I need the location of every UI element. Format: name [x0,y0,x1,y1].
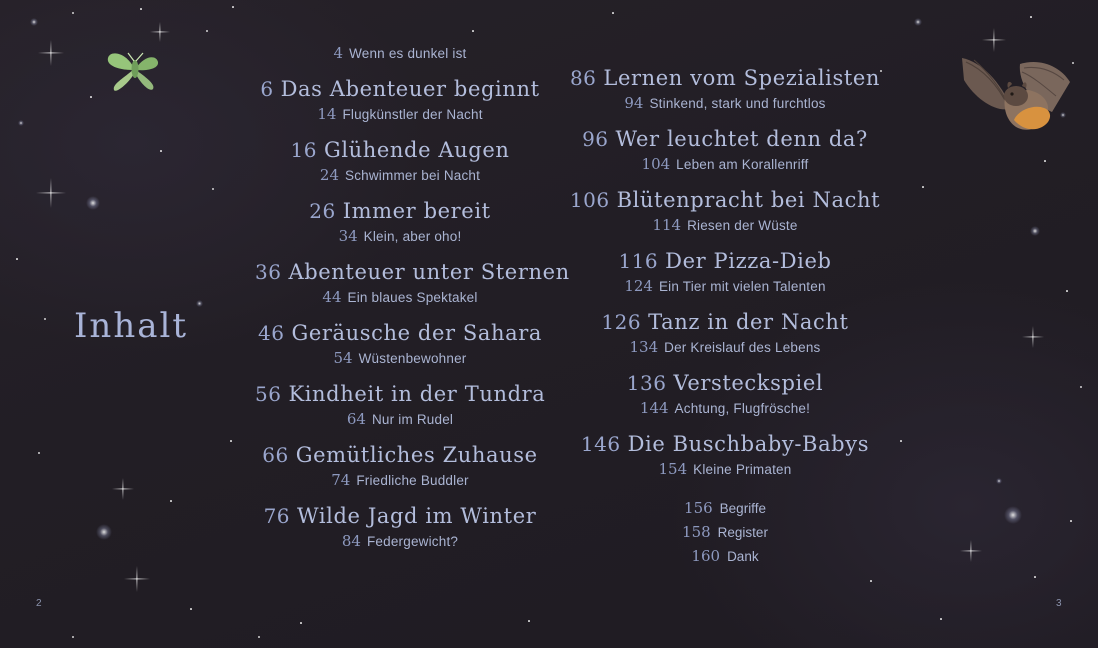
toc-entry-label: Dank [727,549,759,564]
toc-entry-label: Kindheit in der Tundra [288,382,546,406]
toc-entry-page-number: 54 [333,349,353,367]
toc-entry-label: Stinkend, stark und furchtlos [649,96,826,111]
toc-entry-label: Die Buschbaby-Babys [627,432,870,456]
toc-entry-label: Wenn es dunkel ist [349,46,467,61]
toc-entry-label: Register [717,525,768,540]
toc-entry-page-number: 36 [255,260,282,284]
toc-chapter-entry[interactable] [560,66,890,90]
toc-entry-label: Klein, aber oho! [363,229,462,244]
toc-chapter-entry[interactable] [255,138,545,162]
toc-right-column [560,0,890,648]
toc-subentry[interactable] [255,471,545,490]
title-column [0,0,255,648]
toc-entry-page-number: 4 [333,44,344,62]
toc-entry-page-number: 156 [684,499,713,517]
toc-entry-page-number: 144 [639,399,669,417]
toc-entry-label: Friedliche Buddler [356,473,469,488]
toc-entry-label: Wilde Jagd im Winter [297,504,537,528]
toc-entry-page-number: 154 [658,460,688,478]
toc-chapter-entry[interactable] [560,432,890,456]
toc-entry-label: Flugkünstler der Nacht [342,107,483,122]
toc-subentry[interactable] [560,216,890,235]
toc-list-left [255,44,570,551]
toc-entry-page-number: 26 [309,199,336,223]
toc-entry-page-number: 94 [624,94,644,112]
toc-entry-page-number: 104 [641,155,671,173]
toc-entry-page-number: 126 [601,310,642,334]
toc-entry-label: Abenteuer unter Sternen [288,260,570,284]
toc-subentry[interactable] [255,288,545,307]
toc-entry-label: Schwimmer bei Nacht [345,168,481,183]
toc-entry-label: Immer bereit [342,199,491,223]
toc-entry-label: Leben am Korallenriff [676,157,809,172]
toc-entry-label: Das Abenteuer beginnt [280,77,540,101]
toc-entry-page-number: 56 [255,382,282,406]
toc-entry-page-number: 76 [263,504,291,528]
toc-entry-page-number: 116 [618,249,659,273]
toc-entry-label: Ein Tier mit vielen Talenten [658,279,826,294]
toc-entry-page-number: 124 [624,277,653,295]
toc-entry-label: Blütenpracht bei Nacht [616,188,881,212]
toc-entry-label: Gemütliches Zuhause [295,443,538,467]
page-number-left: 2 [36,598,42,609]
toc-entry-page-number: 74 [331,471,351,489]
toc-entry-page-number: 34 [338,227,358,245]
toc-entry-label: Geräusche der Sahara [291,321,542,345]
toc-entry-label: Riesen der Wüste [687,218,798,233]
toc-entry-label: Ein blaues Spektakel [347,290,478,305]
toc-left-column [255,0,570,648]
toc-entry-page-number: 66 [262,443,289,467]
toc-subentry[interactable] [255,410,545,429]
toc-subentry[interactable] [255,44,545,63]
page-title: Inhalt [74,306,189,346]
toc-entry-label: Federgewicht? [366,534,459,549]
toc-subentry[interactable] [560,460,890,479]
toc-entry-label: Achtung, Flugfrösche! [674,401,811,416]
toc-chapter-entry[interactable] [255,260,570,284]
toc-entry-page-number: 114 [652,216,682,234]
toc-subentry[interactable] [560,399,890,418]
toc-entry-label: Der Pizza-Dieb [665,249,832,273]
toc-entry-label: Wüstenbewohner [358,351,467,366]
toc-subentry[interactable] [560,155,890,174]
toc-entry-label: Lernen vom Spezialisten [603,66,881,90]
toc-entry-page-number: 136 [626,371,667,395]
toc-entry-page-number: 6 [260,77,274,101]
toc-list-right [560,66,890,479]
toc-backmatter-entry[interactable] [560,547,890,566]
toc-entry-label: Versteckspiel [673,371,824,395]
toc-entry-page-number: 44 [322,288,342,306]
toc-subentry[interactable] [560,94,890,113]
toc-chapter-entry[interactable] [560,127,890,151]
toc-chapter-entry[interactable] [255,504,545,528]
toc-entry-page-number: 84 [341,532,361,550]
toc-chapter-entry[interactable] [255,443,545,467]
toc-entry-page-number: 134 [629,338,659,356]
toc-subentry[interactable] [255,166,545,185]
toc-subentry[interactable] [255,532,545,551]
toc-chapter-entry[interactable] [255,199,545,223]
toc-chapter-entry[interactable] [255,321,545,345]
toc-entry-label: Der Kreislauf des Lebens [664,340,821,355]
toc-chapter-entry[interactable] [560,310,890,334]
toc-subentry[interactable] [255,349,545,368]
toc-entry-page-number: 96 [582,127,609,151]
toc-backmatter-entry[interactable] [560,499,890,518]
toc-list-back-matter [560,499,890,566]
toc-entry-label: Glühende Augen [323,138,510,162]
toc-subentry[interactable] [255,227,545,246]
toc-entry-label: Nur im Rudel [371,412,454,427]
toc-entry-page-number: 16 [290,138,317,162]
toc-backmatter-entry[interactable] [560,523,890,542]
toc-chapter-entry[interactable] [255,77,545,101]
toc-entry-page-number: 158 [682,523,711,541]
toc-entry-page-number: 86 [569,66,597,90]
toc-chapter-entry[interactable] [560,249,890,273]
toc-entry-page-number: 46 [258,321,285,345]
toc-entry-label: Kleine Primaten [693,462,792,477]
page-number-right: 3 [1056,598,1062,609]
toc-entry-page-number: 64 [346,410,366,428]
toc-entry-label: Tanz in der Nacht [648,310,849,334]
toc-entry-page-number: 160 [691,547,721,565]
toc-entry-page-number: 14 [317,105,337,123]
toc-subentry[interactable] [560,277,890,296]
toc-chapter-entry[interactable] [255,382,545,406]
toc-subentry[interactable] [560,338,890,357]
toc-entry-page-number: 146 [580,432,621,456]
fruit-bat-illustration [948,52,1084,148]
toc-entry-label: Begriffe [719,501,766,516]
toc-entry-page-number: 106 [569,188,610,212]
toc-chapter-entry[interactable] [560,188,890,212]
toc-chapter-entry[interactable] [560,371,890,395]
toc-entry-page-number: 24 [319,166,339,184]
toc-subentry[interactable] [255,105,545,124]
toc-entry-label: Wer leuchtet denn da? [615,127,868,151]
